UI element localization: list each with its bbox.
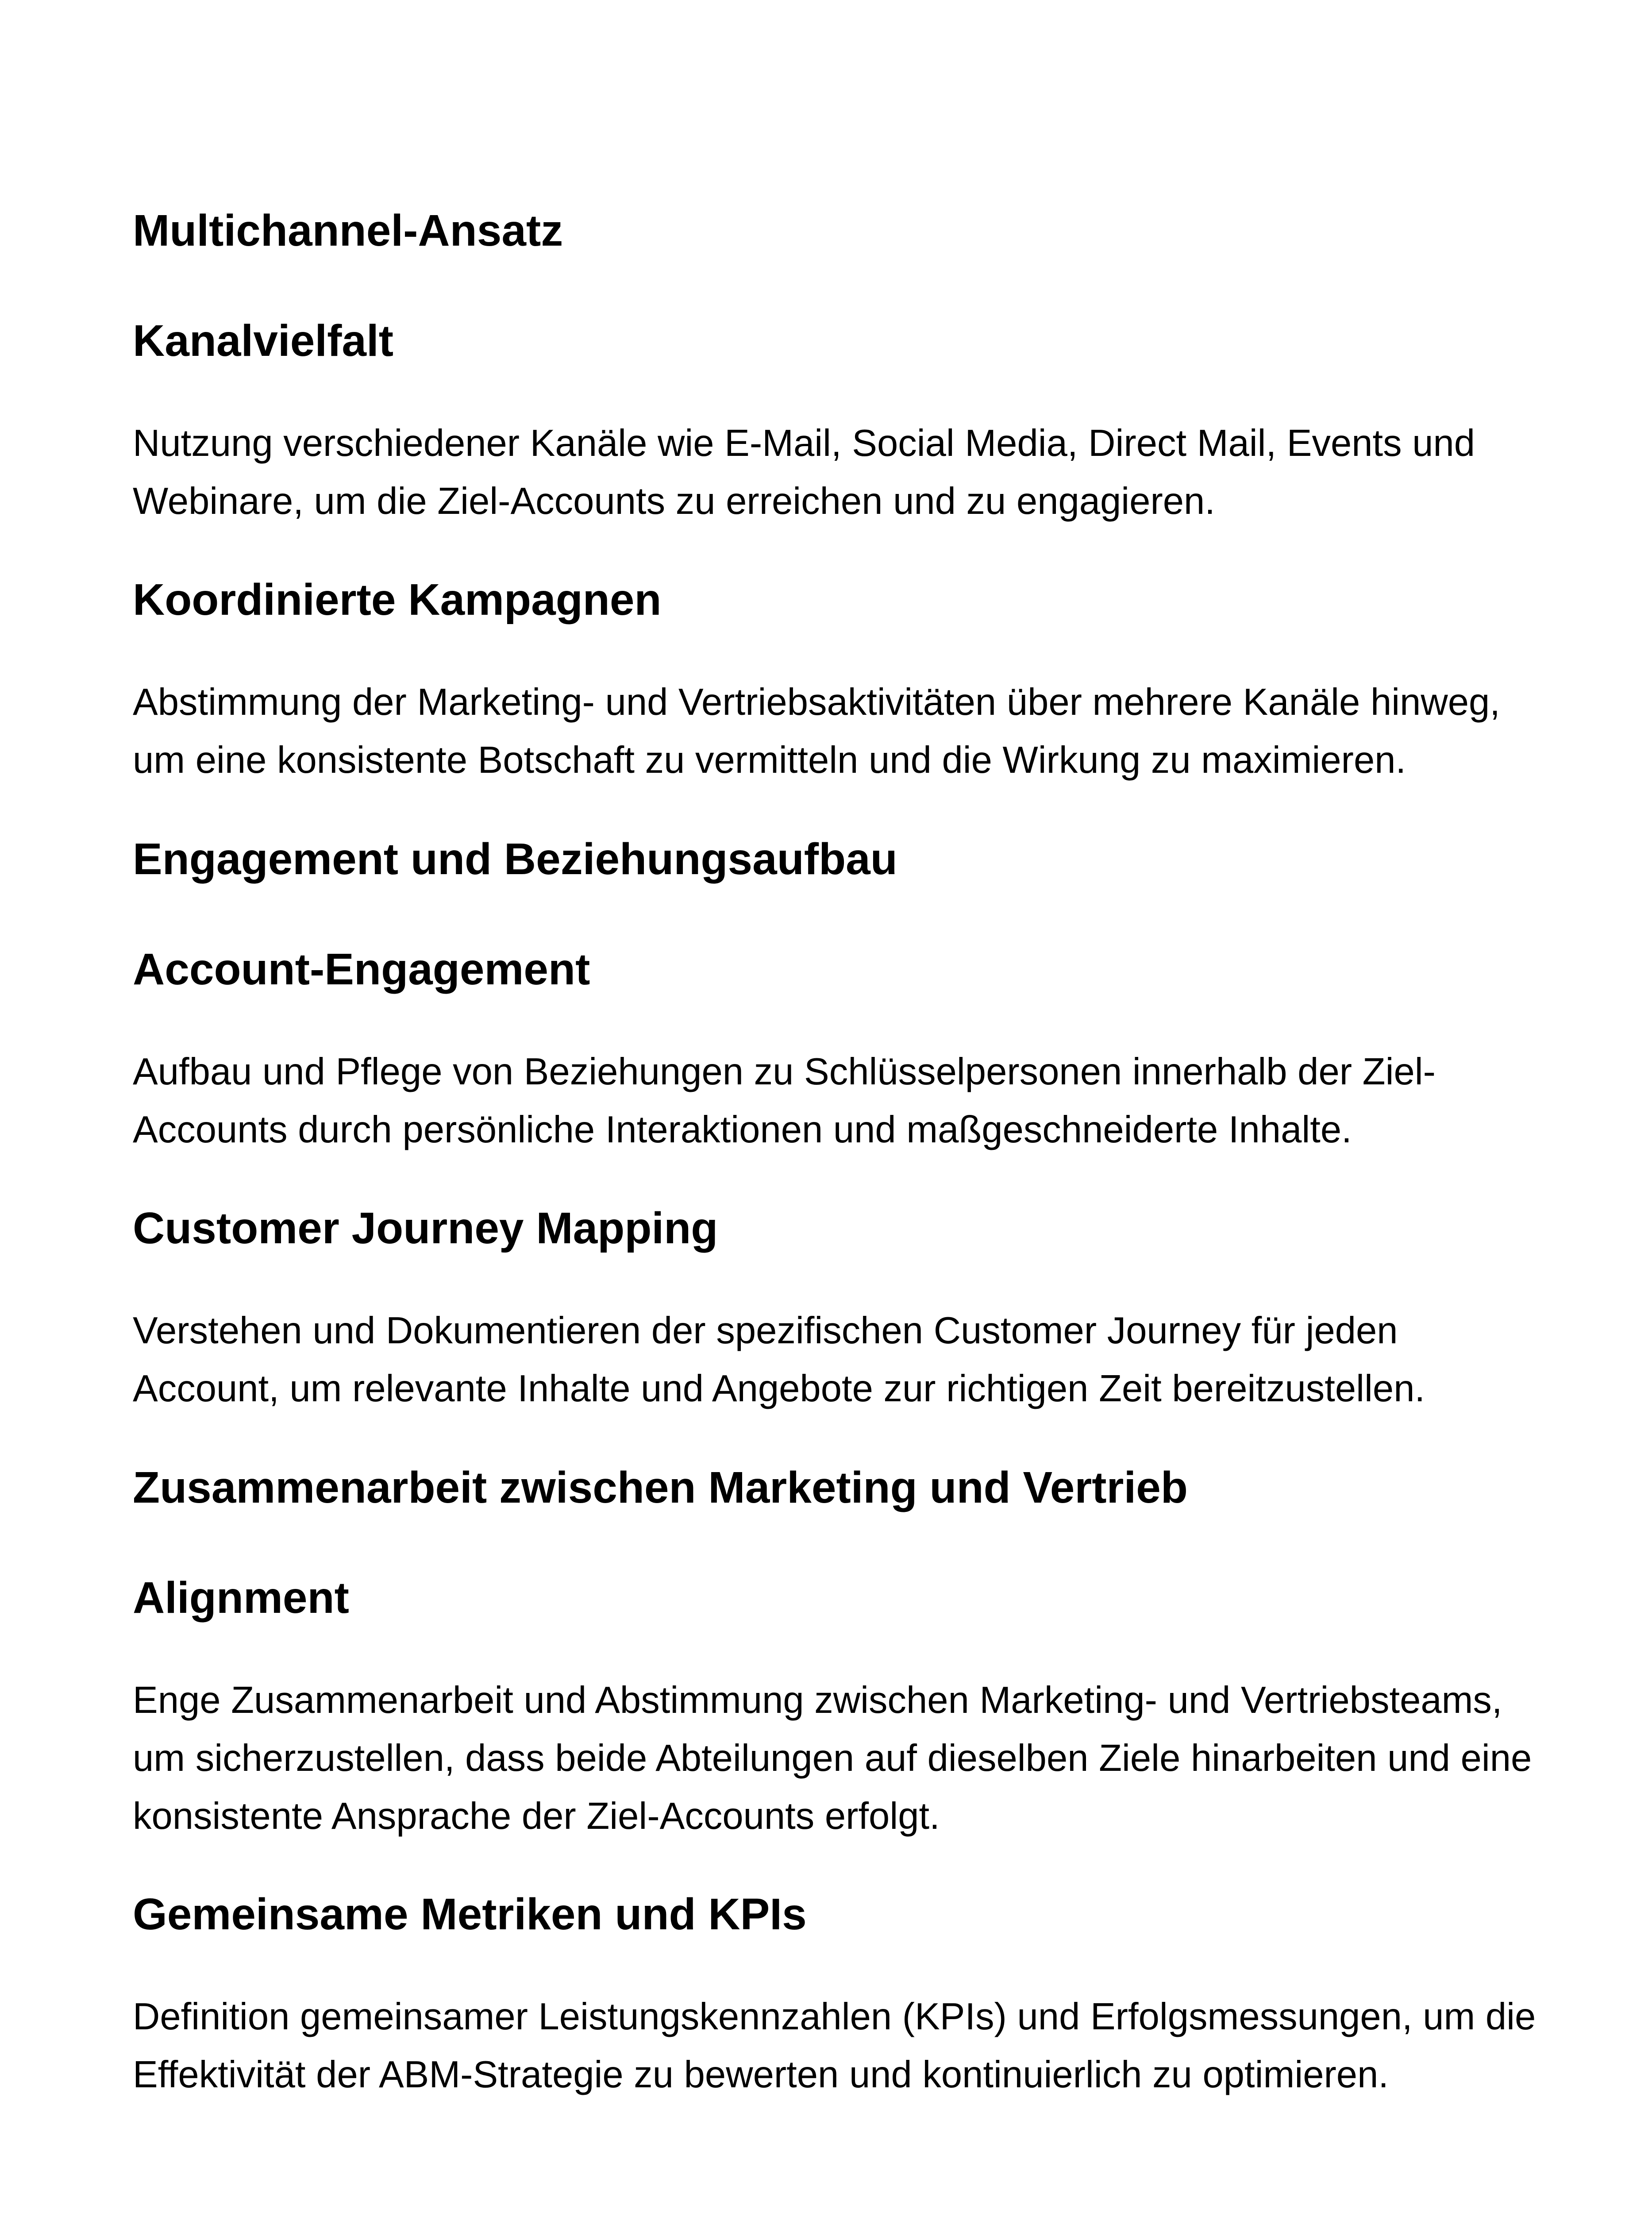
paragraph-alignment xyxy=(133,1671,1549,1845)
paragraph-line: Effektivität der ABM-Strategie zu bewerten und kontinuierlich zu optimieren. xyxy=(133,2054,1389,2096)
paragraph-line: konsistente Ansprache der Ziel-Accounts erfolgt. xyxy=(133,1795,940,1837)
section-heading-multichannel: Multichannel-Ansatz xyxy=(133,206,563,255)
paragraph-line: Webinare, um die Ziel-Accounts zu erreichen und zu engagieren. xyxy=(133,480,1215,522)
paragraph-line: Aufbau und Pflege von Beziehungen zu Schlüsselpersonen innerhalb der Ziel- xyxy=(133,1051,1436,1093)
paragraph-line: Nutzung verschiedener Kanäle wie E-Mail, Social Media, Direct Mail, Events und xyxy=(133,422,1475,464)
subsection-heading-gemeinsame-metriken: Gemeinsame Metriken und KPIs xyxy=(133,1889,807,1939)
paragraph-line: um sicherzustellen, dass beide Abteilungen auf dieselben Ziele hinarbeiten und eine xyxy=(133,1737,1532,1779)
paragraph-line: Enge Zusammenarbeit und Abstimmung zwischen Marketing- und Vertriebsteams, xyxy=(133,1679,1502,1721)
paragraph-kanalvielfalt xyxy=(133,414,1549,530)
subsection-heading-account-engagement: Account-Engagement xyxy=(133,945,590,994)
paragraph-account-engagement xyxy=(133,1043,1549,1159)
subsection-heading-kanalvielfalt: Kanalvielfalt xyxy=(133,316,394,366)
subsection-heading-alignment: Alignment xyxy=(133,1573,349,1623)
section-heading-engagement: Engagement und Beziehungsaufbau xyxy=(133,834,897,884)
subsection-heading-customer-journey-mapping: Customer Journey Mapping xyxy=(133,1203,718,1253)
paragraph-line: Definition gemeinsamer Leistungskennzahlen (KPIs) und Erfolgsmessungen, um die xyxy=(133,1996,1536,2038)
section-heading-zusammenarbeit: Zusammenarbeit zwischen Marketing und Vertrieb xyxy=(133,1463,1188,1512)
paragraph-koordinierte-kampagnen xyxy=(133,673,1549,789)
paragraph-line: um eine konsistente Botschaft zu vermitteln und die Wirkung zu maximieren. xyxy=(133,739,1406,781)
paragraph-customer-journey-mapping xyxy=(133,1302,1549,1418)
paragraph-gemeinsame-metriken xyxy=(133,1988,1549,2104)
subsection-heading-koordinierte-kampagnen: Koordinierte Kampagnen xyxy=(133,575,662,625)
paragraph-line: Account, um relevante Inhalte und Angebote zur richtigen Zeit bereitzustellen. xyxy=(133,1368,1425,1410)
paragraph-line: Abstimmung der Marketing- und Vertriebsaktivitäten über mehrere Kanäle hinweg, xyxy=(133,681,1500,723)
paragraph-line: Verstehen und Dokumentieren der spezifischen Customer Journey für jeden xyxy=(133,1310,1398,1352)
paragraph-line: Accounts durch persönliche Interaktionen und maßgeschneiderte Inhalte. xyxy=(133,1109,1352,1151)
